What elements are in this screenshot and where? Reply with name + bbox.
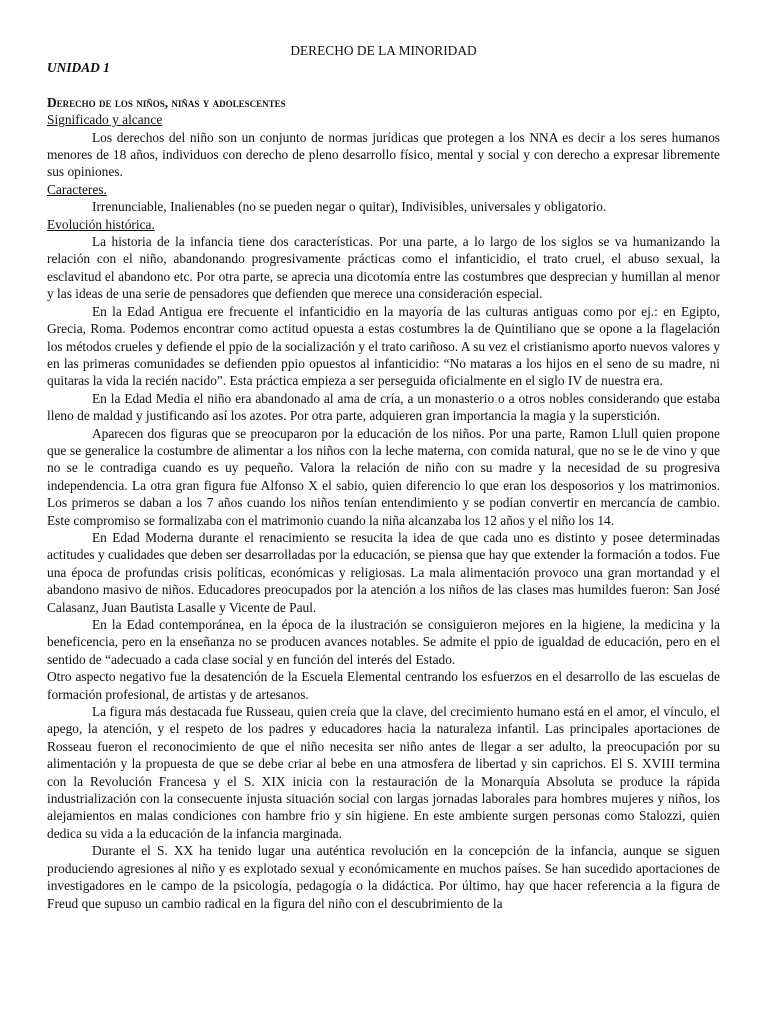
paragraph-2: Irrenunciable, Inalienables (no se pueden negar o quitar), Indivisibles, universales y obligatorio. <box>92 199 607 215</box>
subhead-significado: Significado y alcance <box>47 112 163 128</box>
paragraph-10: La figura más destacada fue Russeau, quien creía que la clave, del crecimiento humano está en el amor, el vínculo, el apego, la atención, y el respeto de los padres y educadores hacia la naturaleza infantil. Las principales aportaciones de Rosseau fueron el reconocimiento de que el niño necesita ser niño antes de llegar a ser adulto, la preocupación por su alimentación y la propuesta de que se debe criar al bebe en una atmosfera de libertad y sin caprichos. El S. XVIII termina con la Revolución Francesa y el S. XIX inicia con la restauración de la Monarquía Absoluta se produce la rápida industrialización con la consecuente injusta situación social con largas jornadas laborales para hombres mujeres y niños, los alejamientos en malas condiciones con hambre frio y sin higiene. En este ambiente surgen personas como Stalozzi, quien dedica su vida a la educación de la infancia marginada. <box>47 704 720 841</box>
paragraph-11: Durante el S. XX ha tenido lugar una auténtica revolución en la concepción de la infancia, aunque se siguen produciendo agresiones al niño y es explotado sexual y económicamente en muchos países. Se han sucedido aportaciones de investigadores en le campo de la psicología, pedagogía o la didáctica. Por último, hay que hacer referencia a la figura de Freud que supuso un cambio radical en la figura del niño con el descubrimiento de la <box>47 843 720 911</box>
document-title: DERECHO DE LA MINORIDAD <box>290 43 477 58</box>
section-title: Derecho de los niños, niñas y adolescentes <box>47 94 286 110</box>
paragraph-7: En Edad Moderna durante el renacimiento se resucita la idea de que cada uno es distinto y posee determinadas actitudes y cualidades que deben ser desarrolladas por la educación, se piensa que hay que extender la formación a todos. Fue una época de profundas crisis políticas, económicas y religiosas. La mala alimentación provoco una gran mortandad y el abandono masivo de niños. Educadores preocupados por la atención a los niños de las clases mas humildes fueron: San José Calasanz, Juan Bautista Lasalle y Vicente de Paul. <box>47 529 720 615</box>
paragraph-5: En la Edad Media el niño era abandonado al ama de cría, a un monasterio o a otros nobles considerando que estaba lleno de maldad y justificando así los azotes. Por otra parte, adquieren gran importancia la magia y la superstición. <box>47 390 720 424</box>
subhead-evolucion: Evolución histórica. <box>47 216 155 232</box>
subhead-caracteres: Caracteres. <box>47 181 107 197</box>
paragraph-9: Otro aspecto negativo fue la desatención de la Escuela Elemental centrando los esfuerzos en el desarrollo de las escuelas de formación profesional, de artistas y de artesanos. <box>47 669 720 702</box>
paragraph-6: Aparecen dos figuras que se preocuparon por la educación de los niños. Por una parte, Ramon Llull quien propone que se generalice la costumbre de alimentar a los niños con la leche materna, con comida natural, que no se le de vino y que no se le contradiga cuando es uy pequeño. Valora la relación de niño con su madre y la necesidad de su progresiva independencia. La otra gran figura fue Alfonso X el sabio, quien diferencio lo que eran los desposorios y los matrimonios. Los primeros se daban a los 7 años cuando los niños tenían entendimiento y se podían convertir en mercancía de cambio. Este compromiso se formalizaba con el matrimonio cuando la niña alcanzaba los 12 años y el niño los 14. <box>47 425 720 528</box>
unit-heading: UNIDAD 1 <box>47 60 110 76</box>
paragraph-8: En la Edad contemporánea, en la época de la ilustración se consiguieron mejores en la higiene, la medicina y la beneficencia, pero en la enseñanza no se producen avances notables. Se admite el ppio de igualdad de educación, pero en el sentido de “adecuado a cada clase social y en función del interés del Estado. <box>47 617 720 667</box>
paragraph-1: Los derechos del niño son un conjunto de normas jurídicas que protegen a los NNA es decir a los seres humanos menores de 18 años, individuos con derecho de pleno desarrollo físico, mental y social y con derecho a expresar libremente sus opiniones. <box>47 129 720 180</box>
paragraph-3: La historia de la infancia tiene dos características. Por una parte, a lo largo de los siglos se va humanizando la relación con el niño, abandonando progresivamente prácticas como el infanticidio, el trato cruel, el abuso sexual, la esclavitud el abandono etc. Por otra parte, se aprecia una dicotomía entre las costumbres que desprecian y humillan al menor y las ideas de una serie de pensadores que defienden que merece una consideración especial. <box>47 234 720 302</box>
paragraph-4: En la Edad Antigua ere frecuente el infanticidio en la mayoría de las culturas antiguas como por ej.: en Egipto, Grecia, Roma. Podemos encontrar como actitud opuesta a estas costumbres la de Quintiliano que se opone a la flagelación los métodos crueles y defiende el ppio de la socialización y el trato cariñoso. A su vez el cristianismo aporto nuevos valores y en las primeras comunidades se defienden ppio opuestos al infanticidio: “No mataras a los hijos en el seno de su madre, ni quitaras la vida la recién nacido”. Esta práctica empieza a ser perseguida oficialmente en el siglo IV de nuestra era. <box>47 303 720 389</box>
